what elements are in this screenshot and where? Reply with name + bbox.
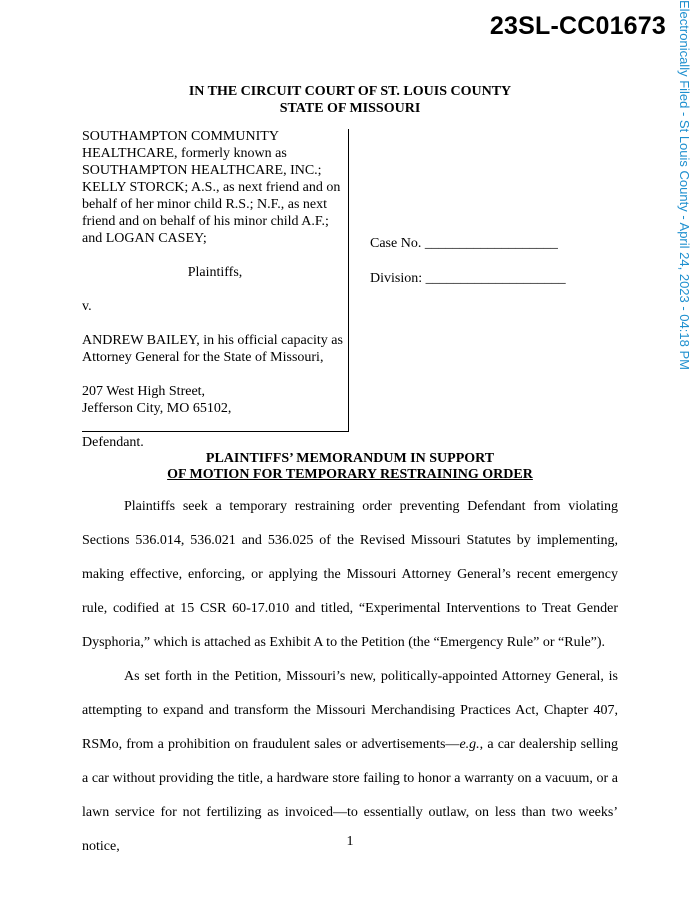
defendant-address-line2: Jefferson City, MO 65102, [82, 401, 232, 416]
paragraph-2-part2: , a car dealership selling a car without providing the title, a hardware store failing to honor a warranty on a vacuum, or a lawn service for not fertilizing as invoiced—to essentially outlaw, on less than two weeks’ notice, [82, 737, 618, 854]
document-title [0, 451, 700, 483]
court-state: STATE OF MISSOURI [279, 101, 421, 116]
court-heading [0, 83, 700, 117]
defendant-name: ANDREW BAILEY, in his official capacity as Attorney General for the State of Missouri, [82, 333, 343, 365]
caption-parties [82, 128, 348, 451]
title-line2: OF MOTION FOR TEMPORARY RESTRAINING ORDER [167, 467, 533, 482]
case-number-field: Case No. ___________________ [370, 236, 558, 251]
page-number: 1 [346, 834, 354, 849]
caption-case-info [370, 235, 566, 287]
defendant-label: Defendant. [82, 435, 144, 450]
case-number-stamp: 23SL-CC01673 [489, 12, 666, 40]
paragraph-1: Plaintiffs seek a temporary restraining order preventing Defendant from violating Sections 536.014, 536.021 and 536.025 of the Revised Missouri Statutes by implementing, making effective, enforcing, or applying the Missouri Attorney General’s recent emergency rule, codified at 15 CSR 60-17.010 and titled, “Experimental Interventions to Treat Gender Dysphoria,” which is attached as Exhibit A to the Petition (the “Emergency Rule” or “Rule”). [82, 499, 618, 650]
title-line1: PLAINTIFFS’ MEMORANDUM IN SUPPORT [205, 451, 495, 466]
division-field: Division: ____________________ [370, 271, 566, 286]
defendant-address-line1: 207 West High Street, [82, 384, 206, 399]
paragraph-2-part1: As set forth in the Petition, Missouri’s new, politically-appointed Attorney General, is attempting to expand and transform the Missouri Merchandising Practices Act, Chapter 407, RSMo, from a prohibition on fraudulent sales or advertisements— [82, 669, 618, 752]
versus: v. [82, 299, 92, 314]
caption-horizontal-rule [82, 431, 349, 432]
caption-vertical-rule [348, 129, 349, 432]
court-name: IN THE CIRCUIT COURT OF ST. LOUIS COUNTY [188, 84, 512, 99]
efiled-stamp: Electronically Filed - St Louis County - April 24, 2023 - 04:18 PM [677, 0, 692, 370]
plaintiffs-label: Plaintiffs, [187, 265, 243, 280]
body-text [82, 490, 618, 864]
paragraph-2-eg: e.g. [459, 737, 480, 752]
plaintiffs-names: SOUTHAMPTON COMMUNITY HEALTHCARE, formerly known as SOUTHAMPTON HEALTHCARE, INC.; KELLY STORCK; A.S., as next friend and on behalf of her minor child R.S.; N.F., as next friend and on behalf of his minor child A.F.; and LOGAN CASEY; [82, 129, 341, 246]
